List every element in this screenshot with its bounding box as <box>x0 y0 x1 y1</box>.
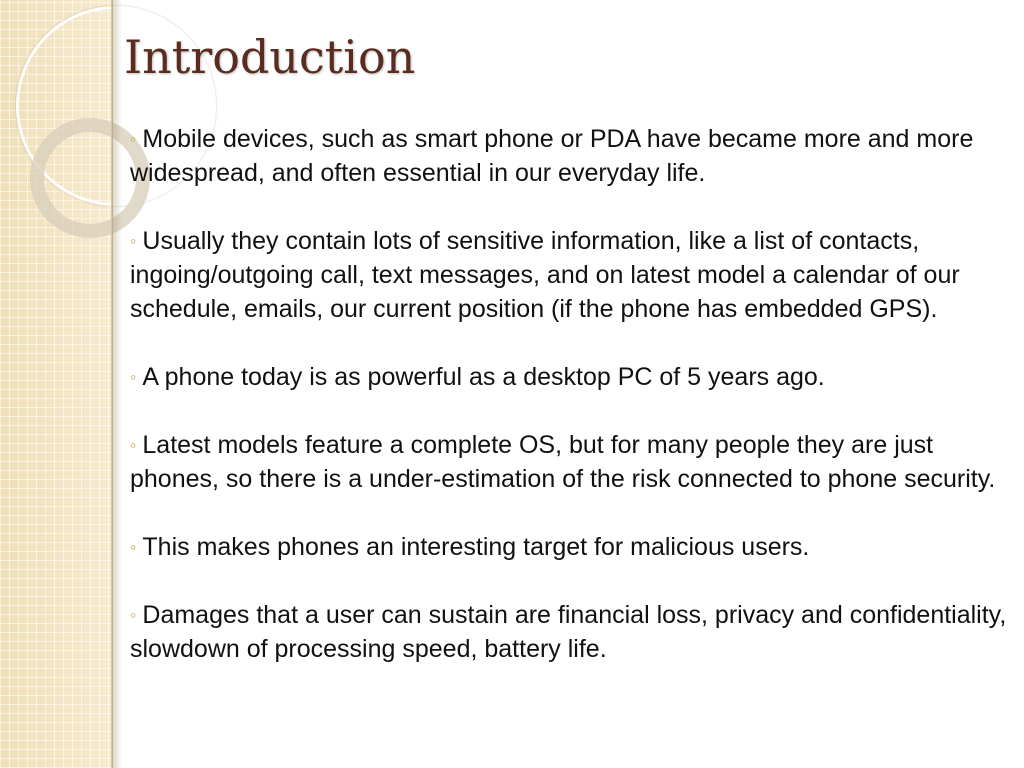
ring-bullet-icon: ◦ <box>130 231 137 251</box>
ring-bullet-icon: ◦ <box>130 537 137 557</box>
bullet-text: Damages that a user can sustain are financial loss, privacy and confidentiality, slowdown of processing speed, battery life. <box>130 601 1007 663</box>
bullet-item <box>130 428 1008 496</box>
ring-bullet-icon: ◦ <box>130 129 137 149</box>
ring-bullet-icon: ◦ <box>130 367 137 387</box>
bullet-item <box>130 530 1008 564</box>
bullet-item <box>130 122 1008 190</box>
bullet-text: Latest models feature a complete OS, but for many people they are just phones, so there is a under-estimation of the risk connected to phone security. <box>130 431 996 493</box>
bullet-text: Mobile devices, such as smart phone or PDA have became more and more widespread, and often essential in our everyday life. <box>130 125 974 187</box>
slide-title: Introduction <box>124 30 416 84</box>
bullet-text: A phone today is as powerful as a desktop PC of 5 years ago. <box>142 363 825 391</box>
ring-bullet-icon: ◦ <box>130 605 137 625</box>
ring-bullet-icon: ◦ <box>130 435 137 455</box>
bullet-item <box>130 598 1008 666</box>
bullet-text: Usually they contain lots of sensitive information, like a list of contacts, ingoing/outgoing call, text messages, and on latest model a calendar of our schedule, emails, our current position (if the phone has embedded GPS). <box>130 227 960 323</box>
bullet-list <box>130 122 1008 666</box>
bullet-item <box>130 360 1008 394</box>
side-panel-shadow <box>112 0 122 768</box>
decorative-side-panel <box>0 0 112 768</box>
bullet-text: This makes phones an interesting target for malicious users. <box>142 533 810 561</box>
bullet-item <box>130 224 1008 326</box>
